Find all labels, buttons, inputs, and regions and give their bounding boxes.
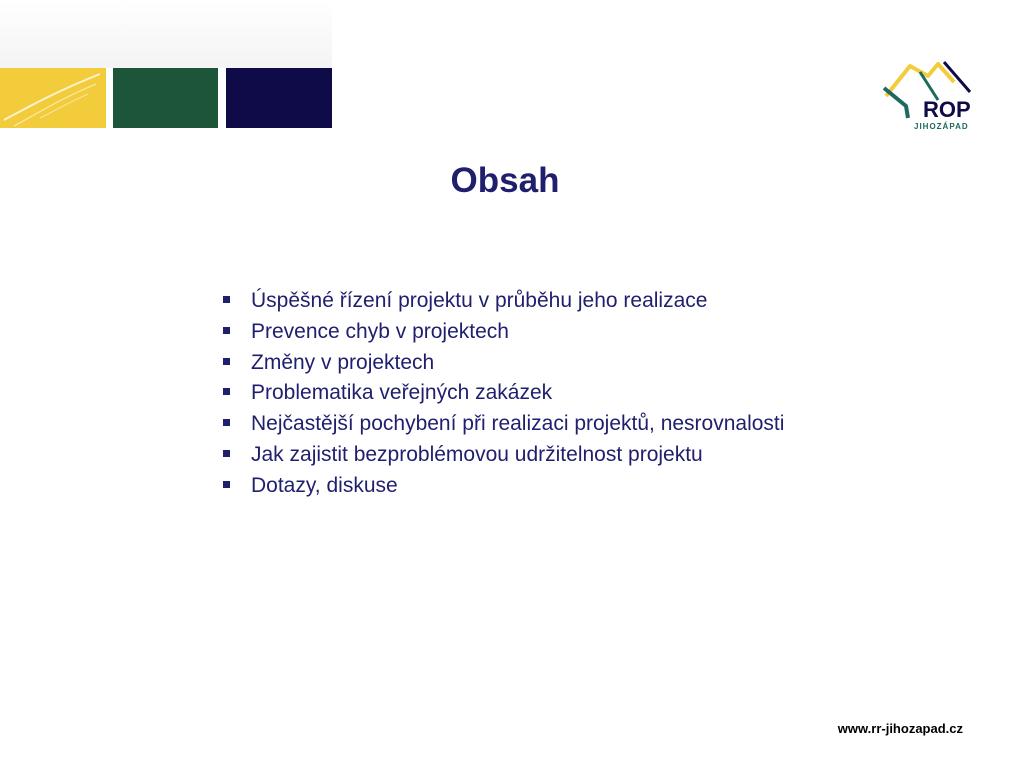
agenda-item-text: Změny v projektech [251,350,435,374]
square-bullet-icon [223,388,230,395]
square-bullet-icon [223,450,230,457]
agenda-item [220,348,784,379]
svg-text:JIHOZÁPAD: JIHOZÁPAD [914,122,969,131]
agenda-item [220,378,784,409]
slide-title: Obsah [450,161,560,200]
agenda-item-text: Úspěšné řízení projektu v průběhu jeho realizace [251,289,708,312]
yellow-color-band [0,68,106,128]
agenda-item-text: Dotazy, diskuse [251,473,398,497]
agenda-item-text: Problematika veřejných zakázek [251,381,553,405]
agenda-item-text: Prevence chyb v projektech [251,319,509,343]
square-bullet-icon [223,296,230,303]
rop-jihozapad-logo [880,58,984,132]
square-bullet-icon [223,419,230,426]
agenda-list [220,286,784,502]
header-background [0,0,332,68]
agenda-item-text: Jak zajistit bezproblémovou udržitelnost projektu [251,442,703,466]
agenda-item [220,471,784,502]
navy-color-band [226,68,332,128]
square-bullet-icon [223,481,230,488]
agenda-item [220,409,784,440]
green-color-band [113,68,218,128]
brush-stroke-icon [0,68,106,128]
square-bullet-icon [223,358,230,365]
agenda-item-text: Nejčastější pochybení při realizaci projektů, nesrovnalosti [251,412,785,436]
rop-house-roof-icon [880,58,984,132]
square-bullet-icon [223,327,230,334]
agenda-item [220,286,784,317]
agenda-item [220,317,784,348]
svg-text:ROP: ROP [923,97,971,122]
agenda-item [220,440,784,471]
footer-website-link[interactable]: www.rr-jihozapad.cz [837,721,963,736]
